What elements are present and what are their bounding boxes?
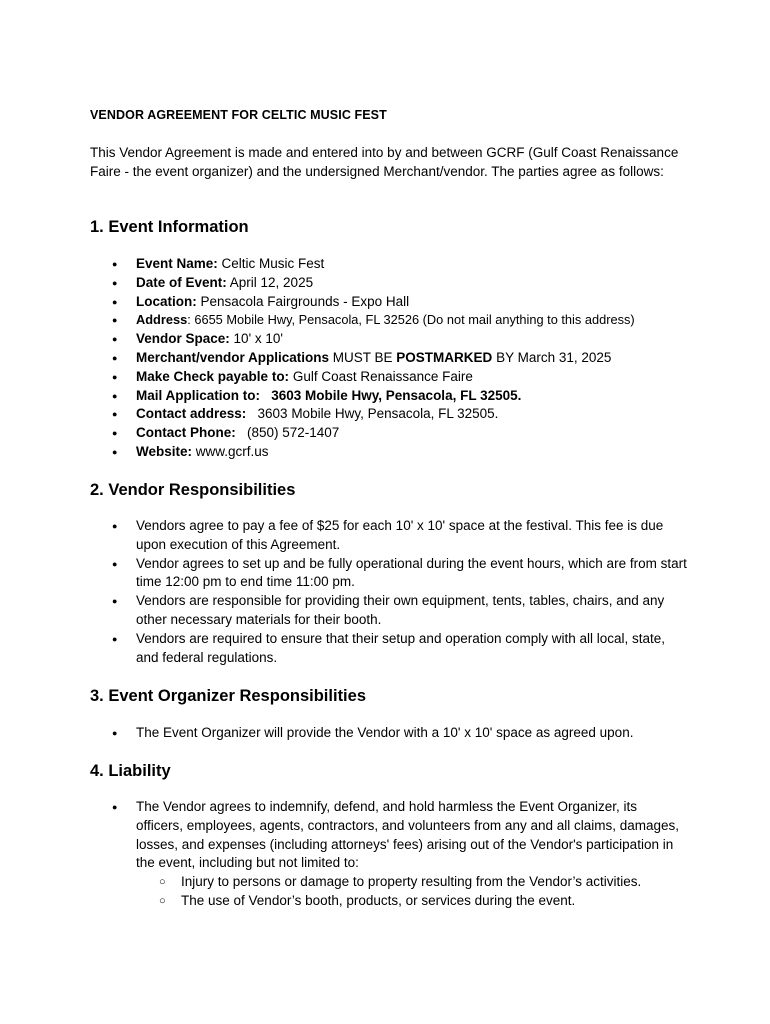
- list-item: ● Event Name: Celtic Music Fest: [90, 255, 635, 274]
- list-item: ● Date of Event: April 12, 2025: [90, 274, 635, 293]
- list-item: ● Contact address: 3603 Mobile Hwy, Pensacola, FL 32505.: [90, 405, 635, 424]
- event-info-list: [90, 255, 635, 462]
- list-item: ● Vendors are required to ensure that their setup and operation comply with all local, state, and federal regulations.: [90, 630, 690, 668]
- list-item: ● Address: 6655 Mobile Hwy, Pensacola, FL 32526 (Do not mail anything to this address): [90, 311, 635, 330]
- list-item: [90, 798, 680, 911]
- section-heading-vendor-responsibilities: 2. Vendor Responsibilities: [90, 481, 296, 499]
- sub-list-item: ○ The use of Vendor’s booth, products, or services during the event.: [136, 892, 680, 911]
- list-item: ● Make Check payable to: Gulf Coast Renaissance Faire: [90, 368, 635, 387]
- liability-list: [90, 798, 680, 911]
- list-item: ● Vendor agrees to set up and be fully operational during the event hours, which are from start time 12:00 pm to end time 11:00 pm.: [90, 555, 690, 593]
- organizer-responsibilities-list: [90, 724, 690, 743]
- list-item: ● The Event Organizer will provide the Vendor with a 10' x 10' space as agreed upon.: [90, 724, 690, 743]
- vendor-responsibilities-list: [90, 517, 690, 667]
- list-item: ● Website: www.gcrf.us: [90, 443, 635, 462]
- list-item: ● Merchant/vendor Applications MUST BE POSTMARKED BY March 31, 2025: [90, 349, 635, 368]
- intro-paragraph: This Vendor Agreement is made and entered into by and between GCRF (Gulf Coast Renaissance Faire - the event organizer) and the undersigned Merchant/vendor. The parties agree as follows:: [90, 145, 679, 179]
- list-item: ● Vendors are responsible for providing their own equipment, tents, tables, chairs, and any other necessary materials for their booth.: [90, 592, 690, 630]
- sub-list-item: ○ Injury to persons or damage to property resulting from the Vendor’s activities.: [136, 873, 680, 892]
- list-item: ● Mail Application to: 3603 Mobile Hwy, Pensacola, FL 32505.: [90, 387, 635, 406]
- list-item: ● Vendor Space: 10' x 10': [90, 330, 635, 349]
- section-heading-organizer-responsibilities: 3. Event Organizer Responsibilities: [90, 687, 366, 705]
- document-title: VENDOR AGREEMENT FOR CELTIC MUSIC FEST: [90, 108, 387, 122]
- list-item: ● Vendors agree to pay a fee of $25 for each 10' x 10' space at the festival. This fee is due upon execution of this Agreement.: [90, 517, 690, 555]
- liability-text: The Vendor agrees to indemnify, defend, and hold harmless the Event Organizer, its officers, employees, agents, contractors, and volunteers from any and all claims, damages, losses, and expenses (including attorneys' fees) arising out of the Vendor's participation in the event, including but not limited to:: [136, 799, 680, 871]
- liability-sublist: [136, 873, 680, 911]
- section-heading-liability: 4. Liability: [90, 762, 171, 780]
- section-heading-event-information: 1. Event Information: [90, 218, 249, 236]
- list-item: ● Location: Pensacola Fairgrounds - Expo Hall: [90, 293, 635, 312]
- list-item: ● Contact Phone: (850) 572-1407: [90, 424, 635, 443]
